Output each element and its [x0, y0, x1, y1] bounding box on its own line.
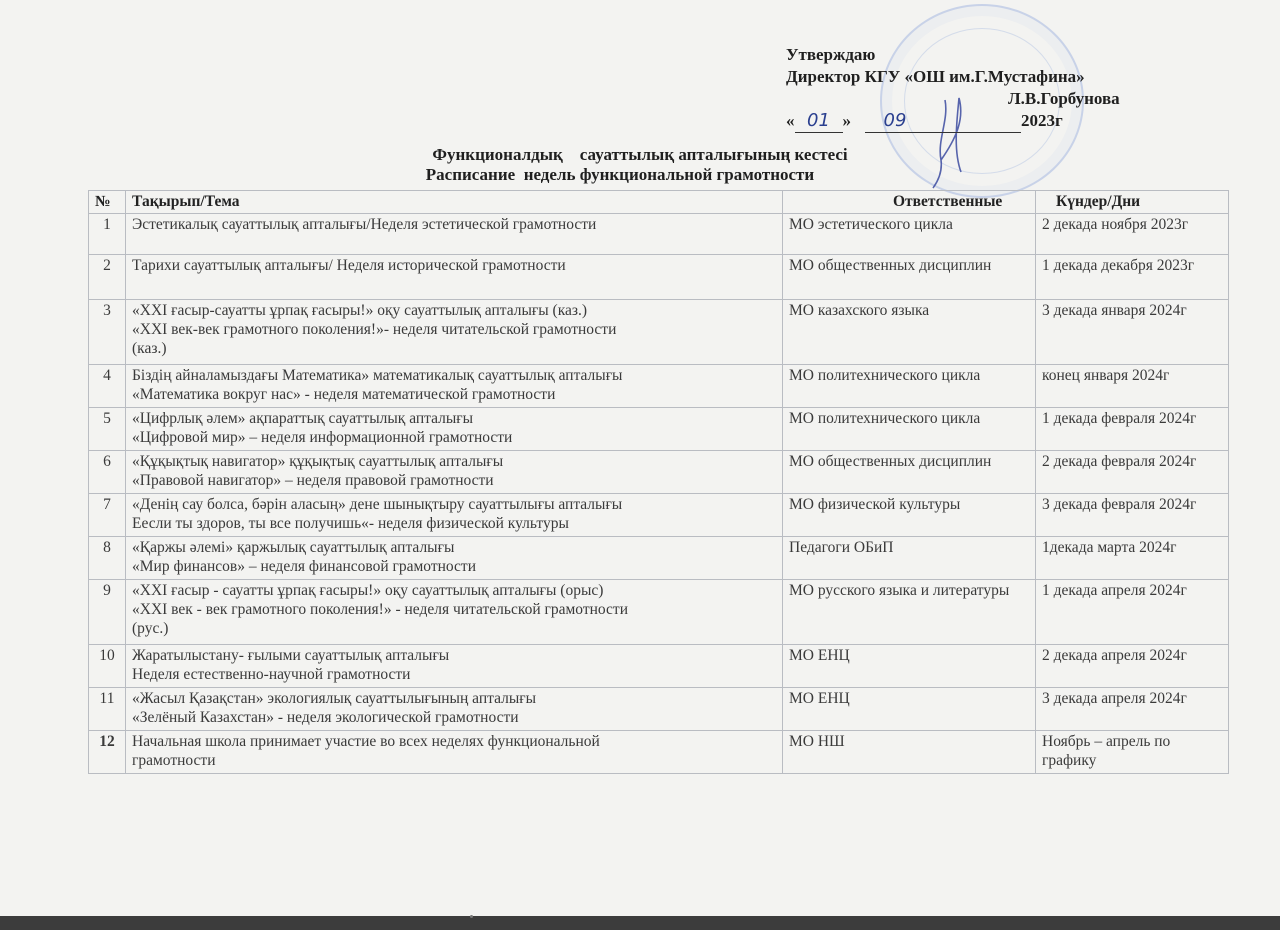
row-topic	[126, 688, 783, 731]
scan-speck	[470, 915, 473, 918]
topic-line: Еесли ты здоров, ты все получишь«- неделя физической культуры	[132, 515, 569, 532]
row-number: 3	[89, 300, 126, 365]
row-topic	[126, 300, 783, 365]
row-days: 3 декада февраля 2024г	[1036, 494, 1229, 537]
row-days: конец января 2024г	[1036, 365, 1229, 408]
header-responsible: Ответственные	[783, 191, 1036, 214]
table-header-row	[89, 191, 1229, 214]
row-topic	[126, 537, 783, 580]
director-name: Л.В.Горбунова	[1008, 89, 1120, 108]
row-responsible: МО общественных дисциплин	[783, 451, 1036, 494]
date-quote-open: «	[786, 111, 795, 130]
row-days: 1 декада февраля 2024г	[1036, 408, 1229, 451]
row-responsible: МО НШ	[783, 731, 1036, 774]
director-title: Директор КГУ «ОШ им.Г.Мустафина»	[786, 67, 1085, 86]
topic-line: (каз.)	[132, 340, 167, 357]
row-responsible: МО ЕНЦ	[783, 688, 1036, 731]
row-number: 4	[89, 365, 126, 408]
topic-line: «Цифрлық әлем» ақпараттық сауаттылық апталығы	[132, 410, 474, 427]
table-row	[89, 731, 1229, 774]
date-blank	[925, 110, 1021, 133]
row-topic	[126, 451, 783, 494]
row-responsible: МО эстетического цикла	[783, 214, 1036, 255]
row-days: 1 декада декабря 2023г	[1036, 255, 1229, 300]
topic-line: «XXI ғасыр - сауатты ұрпақ ғасыры!» оқу сауаттылық апталығы (орыс)	[132, 582, 604, 599]
row-days: 3 декада января 2024г	[1036, 300, 1229, 365]
date-year: 2023г	[1021, 111, 1063, 130]
topic-line: «Құқықтық навигатор» құқықтық сауаттылық апталығы	[132, 453, 504, 470]
row-number: 9	[89, 580, 126, 645]
table-row	[89, 255, 1229, 300]
row-responsible: Педагоги ОБиП	[783, 537, 1036, 580]
header-topic: Тақырып/Тема	[126, 191, 783, 214]
topic-line: «XXI век-век грамотного поколения!»- неделя читательской грамотности	[132, 321, 617, 338]
row-responsible: МО ЕНЦ	[783, 645, 1036, 688]
table-row	[89, 580, 1229, 645]
row-number: 5	[89, 408, 126, 451]
topic-line: «Цифровой мир» – неделя информационной грамотности	[132, 429, 513, 446]
row-number: 1	[89, 214, 126, 255]
row-responsible: МО общественных дисциплин	[783, 255, 1036, 300]
schedule-table	[88, 190, 1229, 774]
topic-line: «Зелёный Казахстан» - неделя экологической грамотности	[132, 709, 519, 726]
topic-line: Эстетикалық сауаттылық апталығы/Неделя эстетической грамотности	[132, 216, 597, 233]
row-number: 6	[89, 451, 126, 494]
row-number: 8	[89, 537, 126, 580]
topic-line: (рус.)	[132, 620, 169, 637]
row-days: 1 декада апреля 2024г	[1036, 580, 1229, 645]
title-russian: Расписание недель функциональной грамотности	[425, 165, 815, 184]
approval-block	[786, 44, 1206, 133]
row-topic	[126, 365, 783, 408]
document-titles	[300, 145, 940, 185]
header-num: №	[89, 191, 126, 214]
row-days: 3 декада апреля 2024г	[1036, 688, 1229, 731]
row-days: Ноябрь – апрель по графику	[1036, 731, 1229, 774]
topic-line: Жаратылыстану- ғылыми сауаттылық апталығы	[132, 647, 450, 664]
row-topic	[126, 494, 783, 537]
row-responsible: МО казахского языка	[783, 300, 1036, 365]
row-topic	[126, 214, 783, 255]
table-row	[89, 300, 1229, 365]
topic-line: «XXI век - век грамотного поколения!» - неделя читательской грамотности	[132, 601, 628, 618]
topic-line: Начальная школа принимает участие во всех неделях функциональной	[132, 733, 600, 750]
row-number: 10	[89, 645, 126, 688]
date-month: 09	[865, 110, 925, 133]
row-days: 2 декада апреля 2024г	[1036, 645, 1229, 688]
row-topic	[126, 255, 783, 300]
topic-line: «Правовой навигатор» – неделя правовой грамотности	[132, 472, 494, 489]
row-days: 2 декада февраля 2024г	[1036, 451, 1229, 494]
topic-line: «Денің сау болса, бәрін аласың» дене шынықтыру сауаттылығы апталығы	[132, 496, 623, 513]
topic-line: Біздің айналамыздағы Математика» математикалық сауаттылық апталығы	[132, 367, 623, 384]
topic-line: «XXI ғасыр-сауатты ұрпақ ғасыры!» оқу сауаттылық апталығы (каз.)	[132, 302, 588, 319]
table-row	[89, 645, 1229, 688]
table-row	[89, 365, 1229, 408]
date-day: 01	[795, 110, 843, 133]
approval-date	[786, 110, 1206, 133]
row-responsible: МО русского языка и литературы	[783, 580, 1036, 645]
topic-line: Тарихи сауаттылық апталығы/ Неделя исторической грамотности	[132, 257, 566, 274]
row-topic	[126, 731, 783, 774]
row-number: 2	[89, 255, 126, 300]
row-topic	[126, 645, 783, 688]
header-days: Күндер/Дни	[1036, 191, 1229, 214]
row-topic	[126, 408, 783, 451]
table-row	[89, 494, 1229, 537]
row-number: 12	[89, 731, 126, 774]
row-days: 1декада марта 2024г	[1036, 537, 1229, 580]
topic-line: «Математика вокруг нас» - неделя математической грамотности	[132, 386, 556, 403]
title-kazakh: Функционалдық сауаттылық апталығының кестесі	[432, 145, 848, 164]
topic-line: «Жасыл Қазақстан» экологиялық сауаттылығының апталығы	[132, 690, 537, 707]
row-number: 11	[89, 688, 126, 731]
row-responsible: МО политехнического цикла	[783, 408, 1036, 451]
row-responsible: МО физической культуры	[783, 494, 1036, 537]
row-responsible: МО политехнического цикла	[783, 365, 1036, 408]
approval-heading: Утверждаю	[786, 45, 876, 64]
table-row	[89, 451, 1229, 494]
topic-line: грамотности	[132, 752, 216, 769]
table-row	[89, 537, 1229, 580]
table-row	[89, 214, 1229, 255]
topic-line: Неделя естественно-научной грамотности	[132, 666, 411, 683]
topic-line: «Қаржы әлемі» қаржылық сауаттылық апталығы	[132, 539, 455, 556]
table-row	[89, 688, 1229, 731]
row-days: 2 декада ноября 2023г	[1036, 214, 1229, 255]
date-quote-close: »	[842, 111, 851, 130]
table-row	[89, 408, 1229, 451]
topic-line: «Мир финансов» – неделя финансовой грамотности	[132, 558, 476, 575]
scan-edge	[0, 916, 1280, 930]
row-topic	[126, 580, 783, 645]
row-number: 7	[89, 494, 126, 537]
